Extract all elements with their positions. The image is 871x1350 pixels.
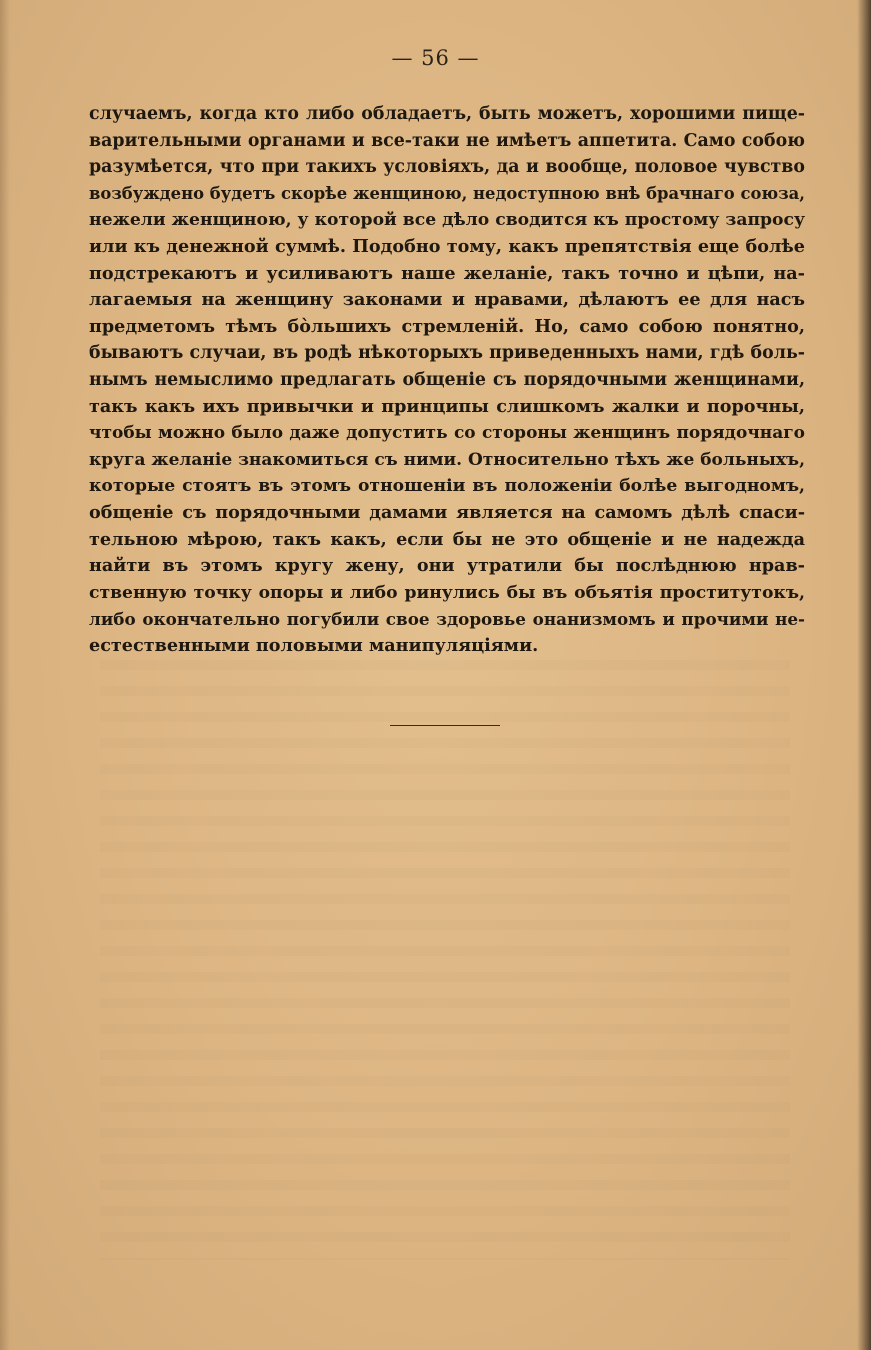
text-line: такъ какъ ихъ привычки и принципы слишкомъ жалки и порочны,	[89, 395, 805, 417]
text-line: разумѣется, что при такихъ условіяхъ, да и вообще, половое чувство	[89, 157, 805, 178]
text-line: найти въ этомъ кругу жену, они утратили бы послѣднюю нрав-	[89, 555, 805, 577]
text-line: возбуждено будетъ скорѣе женщиною, недоступною внѣ брачнаго союза,	[89, 183, 805, 203]
text-line: чтобы можно было даже допустить со стороны женщинъ порядочнаго	[89, 423, 805, 444]
text-line: бываютъ случаи, въ родѣ нѣкоторыхъ приведенныхъ нами, гдѣ боль-	[89, 343, 805, 364]
text-line: или къ денежной суммѣ. Подобно тому, какъ препятствія еще болѣе	[89, 235, 805, 257]
text-line: случаемъ, когда кто либо обладаетъ, быть можетъ, хорошими пище-	[89, 104, 805, 124]
text-line: варительными органами и все-таки не имѣетъ аппетита. Само собою	[89, 130, 805, 151]
text-line: естественными половыми манипуляціями.	[89, 634, 539, 656]
page-number: — 56 —	[391, 46, 480, 70]
text-line: нымъ немыслимо предлагать общеніе съ порядочными женщинами,	[89, 369, 805, 390]
bleed-through-texture	[100, 660, 790, 1260]
text-line: общеніе съ порядочными дамами является на самомъ дѣлѣ спаси-	[89, 501, 805, 523]
text-line: круга желаніе знакомиться съ ними. Относительно тѣхъ же больныхъ,	[89, 449, 805, 470]
text-line: ственную точку опоры и либо ринулись бы въ объятія проститутокъ,	[89, 582, 805, 603]
text-line: которые стоятъ въ этомъ отношеніи въ положеніи болѣе выгодномъ,	[89, 476, 805, 497]
body-text	[89, 101, 805, 659]
text-line: предметомъ тѣмъ бо̀льшихъ стремленій. Но, само собою понятно,	[89, 315, 805, 337]
text-line: подстрекаютъ и усиливаютъ наше желаніе, такъ точно и цѣпи, на-	[89, 262, 805, 284]
section-divider	[390, 725, 500, 726]
text-line: тельною мѣрою, такъ какъ, если бы не это общеніе и не надежда	[89, 528, 805, 550]
text-line: лагаемыя на женщину законами и нравами, дѣлаютъ ее для насъ	[89, 289, 805, 311]
text-line: либо окончательно погубили свое здоровье онанизмомъ и прочими не-	[89, 609, 805, 630]
text-line: нежели женщиною, у которой все дѣло сводится къ простому запросу	[89, 210, 805, 231]
